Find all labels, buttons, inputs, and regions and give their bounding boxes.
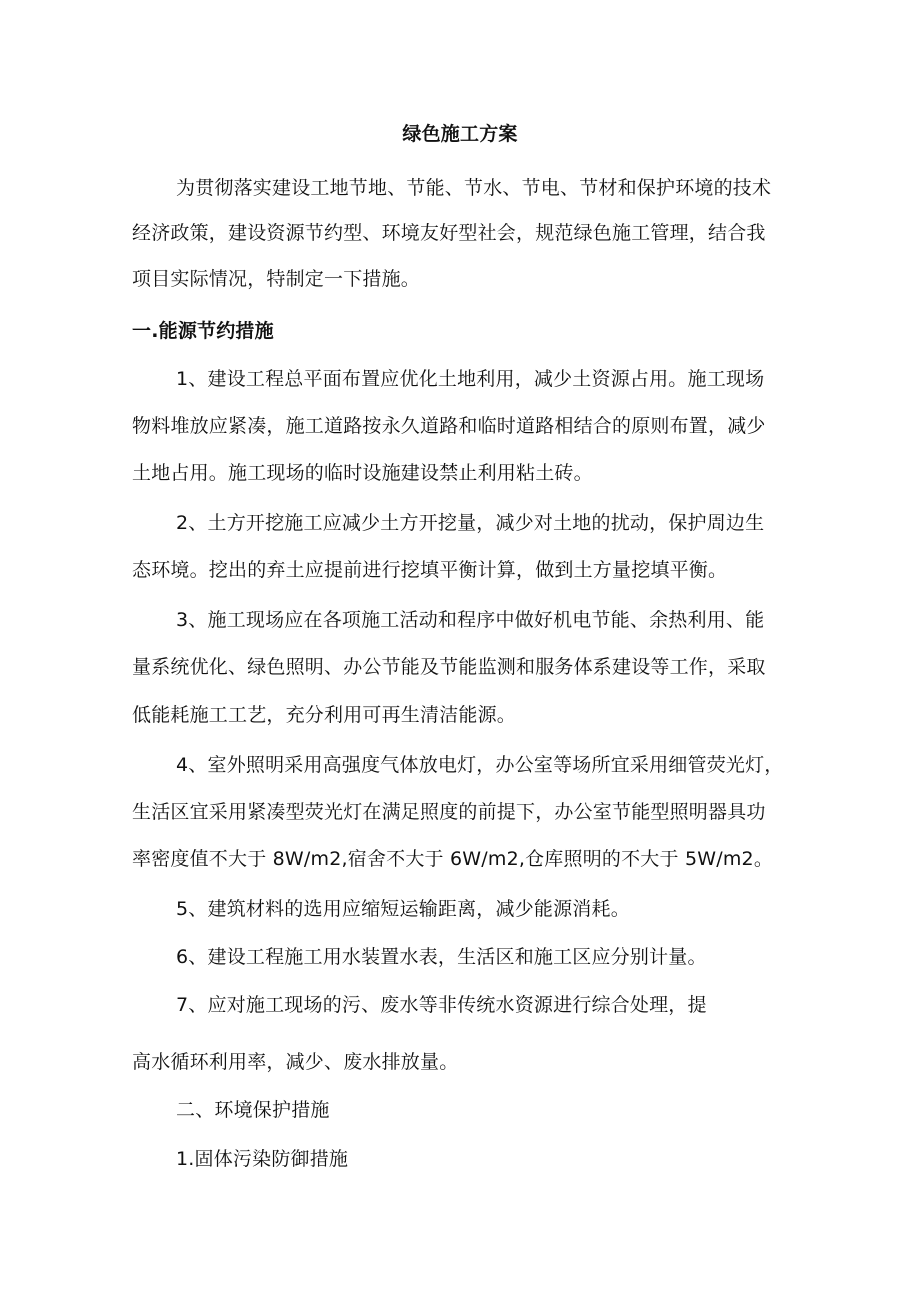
item-6-line: 6、建设工程施工用水装置水表，生活区和施工区应分别计量。 [176,946,707,968]
item-1-line-1: 1、建设工程总平面布置应优化土地利用，减少土资源占用。施工现场 [176,368,765,390]
item-3-line-3: 低能耗施工工艺，充分利用可再生清洁能源。 [132,704,517,726]
item-4-line-2: 生活区宜采用紧凑型荧光灯在满足照度的前提下，办公室节能型照明器具功 [132,801,766,823]
item-4-line-1: 4、室外照明采用高强度气体放电灯，办公室等场所宜采用细管荧光灯， [176,754,784,776]
intro-line-3: 项目实际情况，特制定一下措施。 [132,268,421,290]
item-3-line-2: 量系统优化、绿色照明、办公节能及节能监测和服务体系建设等工作，采取 [132,656,766,678]
item-7-line-2: 高水循环利用率，减少、废水排放量。 [132,1051,459,1073]
item-5-line: 5、建筑材料的选用应缩短运输距离，减少能源消耗。 [176,898,630,920]
item-7-line-1: 7、应对施工现场的污、废水等非传统水资源进行综合处理，提 [176,994,707,1016]
item-1-line-3: 土地占用。施工现场的临时设施建设禁止利用粘土砖。 [132,462,593,484]
item-1-line-2: 物料堆放应紧凑，施工道路按永久道路和临时道路相结合的原则布置，减少 [132,415,766,437]
item-4-line-3: 率密度值不大于 8W/m2,宿舍不大于 6W/m2,仓库照明的不大于 5W/m2。 [132,848,774,870]
item-3-line-1: 3、施工现场应在各项施工活动和程序中做好机电节能、余热利用、能 [176,609,765,631]
intro-line-2: 经济政策，建设资源节约型、环境友好型社会，规范绿色施工管理，结合我 [132,222,766,244]
intro-line-1: 为贯彻落实建设工地节地、节能、节水、节电、节材和保护环境的技术 [176,177,772,199]
document-title: 绿色施工方案 [402,123,518,145]
item-2-line-2: 态环境。挖出的弃土应提前进行挖填平衡计算，做到土方量挖填平衡。 [132,559,728,581]
item-2-line-1: 2、土方开挖施工应减少土方开挖量，减少对土地的扰动，保护周边生 [176,512,765,534]
section-1-heading: 一.能源节约措施 [132,320,274,342]
section-2-heading: 二、环境保护措施 [176,1099,330,1121]
section-2-subheading-1: 1.固体污染防御措施 [176,1148,349,1170]
